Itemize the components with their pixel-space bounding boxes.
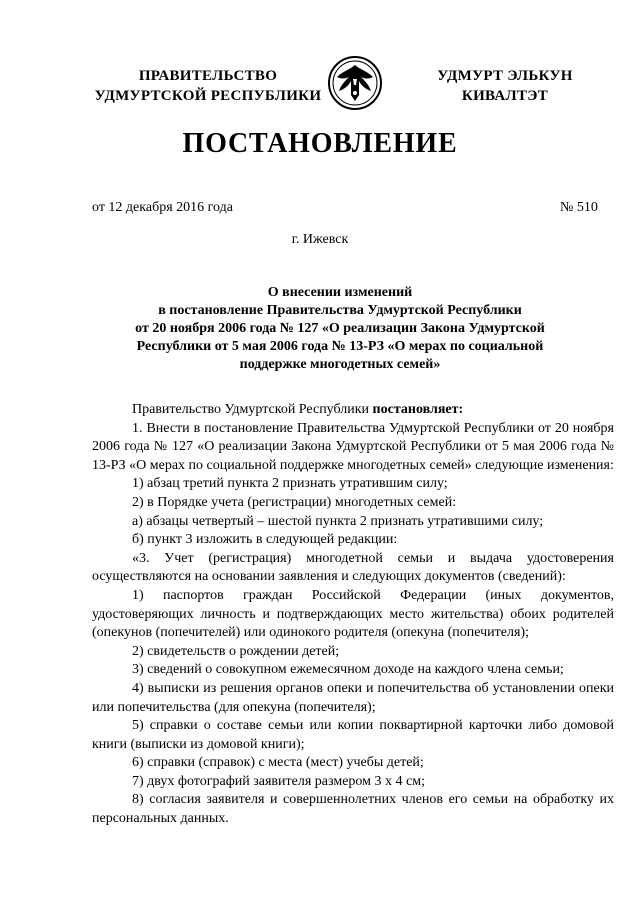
title-line: от 20 ноября 2006 года № 127 «О реализации Закона Удмуртской — [135, 321, 545, 336]
header-right — [420, 66, 590, 106]
intro-verb: постановляет: — [372, 402, 464, 417]
body-paragraph: 6) справки (справок) с места (мест) учебы детей; — [132, 755, 424, 771]
document-city: г. Ижевск — [291, 232, 349, 247]
header-left-line2: УДМУРТСКОЙ РЕСПУБЛИКИ — [94, 88, 322, 104]
document-type-heading: ПОСТАНОВЛЕНИЕ — [182, 128, 458, 159]
intro-text: Правительство Удмуртской Республики — [132, 402, 373, 417]
header-right-line2: КИВАЛТЭТ — [461, 88, 549, 104]
title-line: Республики от 5 мая 2006 года № 13-РЗ «О мерах по социальной — [136, 339, 544, 354]
title-line: в постановление Правительства Удмуртской Республики — [158, 303, 522, 318]
body-paragraph: 1) абзац третий пункта 2 признать утратившим силу; — [132, 476, 448, 492]
document-title — [100, 284, 580, 374]
body-paragraph: 2) свидетельств о рождении детей; — [132, 643, 340, 659]
body-paragraph: «3. Учет (регистрация) многодетной семьи и выдача удостоверения осуществляются на основании заявления и следующих документов (сведений): — [92, 550, 614, 585]
title-line: О внесении изменений — [267, 285, 413, 300]
body-paragraph: б) пункт 3 изложить в следующей редакции: — [132, 532, 398, 548]
body-paragraph: 1) паспортов граждан Российской Федерации (иных документов, удостоверяющих личность и подтверждающих место жительства) обоих родителей (опекунов (попечителей) или одинокого родителя (опекуна (попечителя); — [92, 587, 614, 641]
document-number: № 510 — [560, 200, 598, 215]
document-date: от 12 декабря 2016 года — [92, 200, 233, 215]
body-paragraph: 5) справки о составе семьи или копии поквартирной карточки либо домовой книги (выписки из домовой книги); — [92, 718, 614, 752]
header-left — [78, 66, 338, 106]
header-right-line1: УДМУРТ ЭЛЬКУН — [437, 68, 573, 84]
body-paragraph: 8) согласия заявителя и совершеннолетних членов его семьи на обработку их персональных данных. — [92, 792, 614, 827]
body-paragraph: 7) двух фотографий заявителя размером 3 х 4 см; — [132, 773, 425, 789]
body-paragraph: 1. Внести в постановление Правительства Удмуртской Республики от 20 ноября 2006 года № 127 «О реализации Закона Удмуртской Республики от 5 мая 2006 года № 13-РЗ «О мерах по социальной поддержке многодетных семей» следующие изменения: — [92, 420, 614, 473]
header-left-line1: ПРАВИТЕЛЬСТВО — [138, 68, 278, 84]
body-paragraph: а) абзацы четвертый – шестой пункта 2 признать утратившими силу; — [132, 513, 544, 529]
body-paragraph: 4) выписки из решения органов опеки и попечительства об установлении опеки или попечительства (для опекуна (попечителя); — [92, 680, 614, 715]
coat-of-arms-icon — [327, 55, 383, 111]
title-line: поддержке многодетных семей» — [239, 357, 441, 372]
document-body — [92, 401, 614, 829]
intro-paragraph — [92, 401, 614, 420]
body-paragraph: 3) сведений о совокупном ежемесячном доходе на каждого члена семьи; — [132, 662, 564, 678]
body-paragraph: 2) в Порядке учета (регистрации) многодетных семей: — [132, 494, 457, 510]
